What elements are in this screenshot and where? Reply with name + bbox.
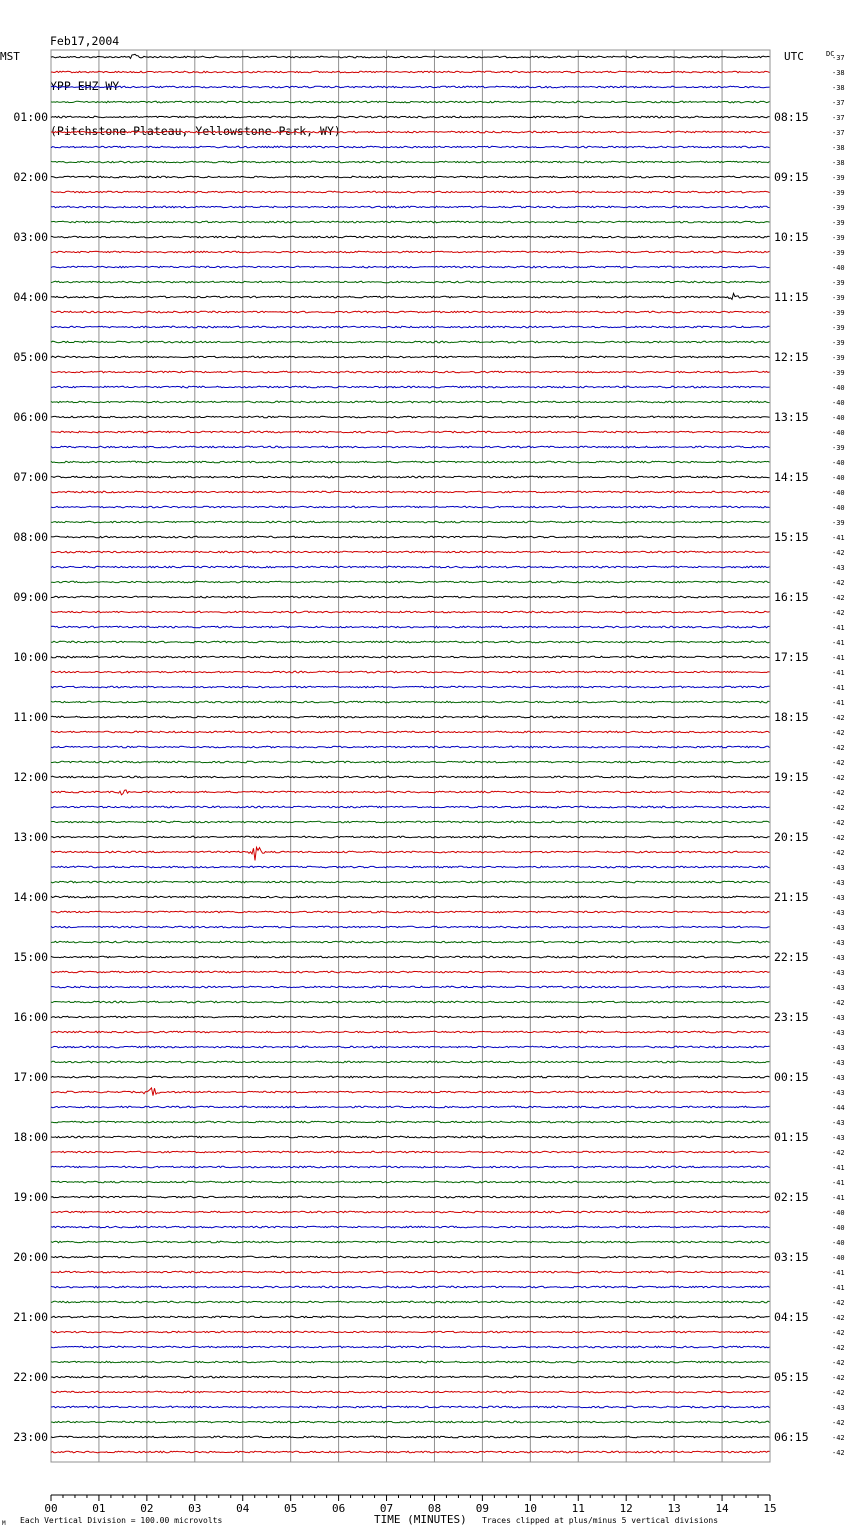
x-tick-label: 09 <box>475 1502 490 1515</box>
trace-line <box>51 1301 770 1303</box>
trace-line <box>51 596 770 598</box>
dc-offset-label: -43 <box>832 1014 845 1022</box>
left-hour-label: 17:00 <box>13 1070 48 1084</box>
trace-line <box>51 881 770 883</box>
trace-line <box>51 371 770 373</box>
dc-offset-label: -43 <box>832 939 845 947</box>
right-hour-label: 06:15 <box>774 1430 809 1444</box>
x-tick-label: 13 <box>667 1502 681 1515</box>
location-label: (Pitchstone Plateau, Yellowstone Park, WY) <box>50 124 341 138</box>
left-hour-label: 01:00 <box>13 110 48 124</box>
trace-line <box>51 1376 770 1378</box>
date-label: Feb17,2004 <box>50 34 120 48</box>
right-hour-label: 17:15 <box>774 650 809 664</box>
right-hour-label: 04:15 <box>774 1310 809 1324</box>
trace-line <box>51 446 770 448</box>
right-hour-label: 08:15 <box>774 110 809 124</box>
left-hour-label: 16:00 <box>13 1010 48 1024</box>
dc-offset-label: -42 <box>832 714 845 722</box>
dc-offset-label: -39 <box>832 189 845 197</box>
x-tick-label: 12 <box>619 1502 633 1515</box>
dc-offset-label: -39 <box>832 444 845 452</box>
x-axis-label: TIME (MINUTES) <box>374 1513 467 1526</box>
trace-line <box>51 821 770 823</box>
dc-offset-label: -41 <box>832 1164 845 1172</box>
trace-line <box>51 986 770 988</box>
left-hour-label: 18:00 <box>13 1130 48 1144</box>
dc-offset-label: -43 <box>832 984 845 992</box>
trace-line <box>51 1286 770 1288</box>
trace-line <box>51 686 770 688</box>
dc-offset-label: -42 <box>832 999 845 1007</box>
left-hour-label: 05:00 <box>13 350 48 364</box>
trace-line <box>51 131 770 133</box>
left-hour-label: 14:00 <box>13 890 48 904</box>
left-hour-label: 07:00 <box>13 470 48 484</box>
right-hour-label: 01:15 <box>774 1130 809 1144</box>
trace-line <box>51 386 770 388</box>
dc-offset-label: -37 <box>832 114 845 122</box>
axis-labels <box>13 54 844 1515</box>
left-hour-label: 08:00 <box>13 530 48 544</box>
clip-note: Traces clipped at plus/minus 5 vertical divisions <box>482 1516 719 1525</box>
trace-line <box>51 1076 770 1078</box>
trace-line <box>51 566 770 568</box>
trace-line <box>51 1331 770 1333</box>
right-hour-label: 10:15 <box>774 230 809 244</box>
dc-offset-label: -43 <box>832 1029 845 1037</box>
left-hour-label: 02:00 <box>13 170 48 184</box>
dc-offset-label: -41 <box>832 669 845 677</box>
trace-line <box>51 896 770 898</box>
trace-line <box>51 611 770 613</box>
trace-line <box>51 731 770 733</box>
trace-line <box>51 836 770 838</box>
dc-label: DC <box>826 50 835 58</box>
corner-mark: M <box>2 1520 6 1527</box>
trace-line <box>51 1181 770 1183</box>
right-hour-label: 00:15 <box>774 1070 809 1084</box>
dc-offset-label: -39 <box>832 354 845 362</box>
right-hour-label: 11:15 <box>774 290 809 304</box>
trace-line <box>51 356 770 358</box>
trace-line <box>51 1121 770 1123</box>
trace-line <box>51 1211 770 1213</box>
trace-line <box>51 1271 770 1273</box>
scale-note: Each Vertical Division = 100.00 microvolts <box>20 1516 223 1525</box>
dc-offset-label: -39 <box>832 204 845 212</box>
dc-offset-label: -43 <box>832 909 845 917</box>
trace-line <box>51 521 770 523</box>
trace-line <box>51 1166 770 1168</box>
trace-line <box>51 176 770 178</box>
right-hour-label: 23:15 <box>774 1010 809 1024</box>
station-label: YPP EHZ WY <box>50 79 120 93</box>
dc-offset-label: -38 <box>832 144 845 152</box>
dc-offset-label: -42 <box>832 819 845 827</box>
trace-line <box>51 1256 770 1258</box>
dc-offset-label: -42 <box>832 1374 845 1382</box>
trace-line <box>51 161 770 163</box>
trace-line <box>51 656 770 658</box>
dc-offset-label: -42 <box>832 579 845 587</box>
dc-offset-label: -40 <box>832 1209 845 1217</box>
trace-line <box>51 641 770 643</box>
left-hour-label: 03:00 <box>13 230 48 244</box>
dc-offset-label: -38 <box>832 84 845 92</box>
right-hour-label: 03:15 <box>774 1250 809 1264</box>
x-tick-label: 07 <box>379 1502 394 1515</box>
x-tick-label: 14 <box>715 1502 729 1515</box>
trace-line <box>51 431 770 433</box>
x-tick-label: 10 <box>523 1502 537 1515</box>
trace-line <box>51 1001 770 1003</box>
dc-offset-label: -42 <box>832 1389 845 1397</box>
left-hour-label: 13:00 <box>13 830 48 844</box>
right-hour-label: 22:15 <box>774 950 809 964</box>
dc-offset-label: -40 <box>832 504 845 512</box>
dc-offset-label: -39 <box>832 339 845 347</box>
trace-line <box>51 1046 770 1048</box>
dc-offset-label: -42 <box>832 549 845 557</box>
dc-offset-label: -42 <box>832 1419 845 1427</box>
trace-line <box>51 746 770 748</box>
dc-offset-label: -41 <box>832 1179 845 1187</box>
trace-line <box>51 1136 770 1138</box>
trace-line <box>51 311 770 313</box>
right-hour-label: 12:15 <box>774 350 809 364</box>
dc-offset-label: -40 <box>832 1254 845 1262</box>
trace-line <box>51 293 770 299</box>
dc-offset-label: -40 <box>832 384 845 392</box>
dc-offset-label: -39 <box>832 369 845 377</box>
x-tick-label: 15 <box>763 1502 777 1515</box>
x-tick-label: 11 <box>571 1502 585 1515</box>
dc-offset-label: -43 <box>832 894 845 902</box>
dc-offset-label: -39 <box>832 279 845 287</box>
trace-line <box>51 146 770 148</box>
dc-offset-label: -39 <box>832 324 845 332</box>
dc-offset-label: -38 <box>832 69 845 77</box>
trace-line <box>51 1406 770 1408</box>
dc-offset-label: -42 <box>832 1434 845 1442</box>
left-hour-label: 19:00 <box>13 1190 48 1204</box>
dc-offset-label: -43 <box>832 1404 845 1412</box>
dc-offset-label: -43 <box>832 564 845 572</box>
left-hour-label: 21:00 <box>13 1310 48 1324</box>
trace-line <box>51 341 770 343</box>
right-axis-title: UTC <box>784 50 804 63</box>
trace-line <box>51 1061 770 1063</box>
right-hour-label: 20:15 <box>774 830 809 844</box>
trace-line <box>51 536 770 538</box>
dc-offset-label: -42 <box>832 594 845 602</box>
left-hour-label: 04:00 <box>13 290 48 304</box>
dc-offset-label: -41 <box>832 654 845 662</box>
trace-line <box>51 281 770 283</box>
dc-offset-label: -42 <box>832 1359 845 1367</box>
trace-line <box>51 101 770 103</box>
dc-offset-label: -43 <box>832 1119 845 1127</box>
right-hour-label: 13:15 <box>774 410 809 424</box>
left-axis-title: MST <box>0 50 20 63</box>
dc-offset-label: -40 <box>832 1239 845 1247</box>
dc-offset-label: -42 <box>832 849 845 857</box>
dc-offset-label: -39 <box>832 294 845 302</box>
trace-line <box>51 461 770 463</box>
right-hour-label: 09:15 <box>774 170 809 184</box>
trace-line <box>51 1031 770 1033</box>
trace-line <box>51 326 770 328</box>
dc-offset-label: -43 <box>832 1059 845 1067</box>
trace-line <box>51 956 770 958</box>
trace-line <box>51 971 770 973</box>
trace-line <box>51 806 770 808</box>
trace-line <box>51 1361 770 1363</box>
trace-line <box>51 86 770 88</box>
x-tick-label: 05 <box>284 1502 298 1515</box>
trace-line <box>51 416 770 418</box>
dc-offset-label: -43 <box>832 1134 845 1142</box>
dc-offset-label: -42 <box>832 729 845 737</box>
trace-line <box>51 54 770 58</box>
dc-offset-label: -41 <box>832 1284 845 1292</box>
trace-line <box>51 866 770 868</box>
trace-line <box>51 116 770 118</box>
dc-offset-label: -43 <box>832 1074 845 1082</box>
trace-line <box>51 626 770 628</box>
dc-offset-label: -41 <box>832 684 845 692</box>
dc-offset-label: -42 <box>832 1344 845 1352</box>
right-hour-label: 14:15 <box>774 470 809 484</box>
dc-offset-label: -40 <box>832 264 845 272</box>
dc-offset-label: -37 <box>832 129 845 137</box>
dc-offset-label: -42 <box>832 759 845 767</box>
trace-line <box>51 551 770 553</box>
dc-offset-label: -43 <box>832 924 845 932</box>
dc-offset-label: -42 <box>832 804 845 812</box>
right-hour-label: 18:15 <box>774 710 809 724</box>
dc-offset-label: -41 <box>832 534 845 542</box>
trace-line <box>51 926 770 928</box>
dc-offset-label: -41 <box>832 624 845 632</box>
trace-line <box>51 847 770 860</box>
left-hour-label: 11:00 <box>13 710 48 724</box>
dc-offset-label: -42 <box>832 1314 845 1322</box>
trace-line <box>51 401 770 403</box>
dc-offset-label: -39 <box>832 174 845 182</box>
dc-offset-label: -43 <box>832 969 845 977</box>
plot-frame <box>51 50 770 1462</box>
dc-offset-label: -39 <box>832 219 845 227</box>
left-hour-label: 20:00 <box>13 1250 48 1264</box>
dc-offset-label: -43 <box>832 954 845 962</box>
dc-offset-label: -40 <box>832 474 845 482</box>
dc-offset-label: -42 <box>832 1449 845 1457</box>
trace-line <box>51 701 770 703</box>
dc-offset-label: -40 <box>832 414 845 422</box>
dc-offset-label: -42 <box>832 789 845 797</box>
x-tick-label: 06 <box>331 1502 346 1515</box>
dc-offset-label: -39 <box>832 249 845 257</box>
trace-line <box>51 911 770 913</box>
dc-offset-label: -39 <box>832 519 845 527</box>
dc-offset-label: -39 <box>832 234 845 242</box>
trace-line <box>51 221 770 223</box>
left-hour-label: 10:00 <box>13 650 48 664</box>
dc-offset-label: -43 <box>832 879 845 887</box>
trace-line <box>51 790 770 795</box>
dc-offset-label: -42 <box>832 1329 845 1337</box>
trace-line <box>51 941 770 943</box>
x-tick-label: 00 <box>44 1502 58 1515</box>
trace-line <box>51 716 770 718</box>
x-tick-label: 01 <box>92 1502 106 1515</box>
trace-line <box>51 476 770 478</box>
trace-line <box>51 1226 770 1228</box>
dc-offset-label: -40 <box>832 459 845 467</box>
right-hour-label: 19:15 <box>774 770 809 784</box>
dc-offset-label: -40 <box>832 489 845 497</box>
trace-line <box>51 251 770 253</box>
dc-offset-label: -43 <box>832 1044 845 1052</box>
trace-line <box>51 1451 770 1453</box>
trace-line <box>51 266 770 268</box>
right-hour-label: 16:15 <box>774 590 809 604</box>
seismic-traces <box>51 54 770 1453</box>
right-hour-label: 05:15 <box>774 1370 809 1384</box>
left-hour-label: 15:00 <box>13 950 48 964</box>
right-hour-label: 15:15 <box>774 530 809 544</box>
trace-line <box>51 776 770 778</box>
trace-line <box>51 506 770 508</box>
x-tick-label: 08 <box>427 1502 442 1515</box>
trace-line <box>51 1241 770 1243</box>
dc-offset-label: -41 <box>832 1269 845 1277</box>
trace-line <box>51 191 770 193</box>
trace-line <box>51 581 770 583</box>
trace-line <box>51 206 770 208</box>
trace-line <box>51 1196 770 1198</box>
dc-offset-label: -43 <box>832 864 845 872</box>
trace-line <box>51 236 770 238</box>
right-hour-label: 21:15 <box>774 890 809 904</box>
dc-offset-label: -42 <box>832 834 845 842</box>
dc-offset-label: -40 <box>832 399 845 407</box>
left-hour-label: 12:00 <box>13 770 48 784</box>
dc-offset-label: -42 <box>832 1149 845 1157</box>
dc-offset-label: -40 <box>832 429 845 437</box>
dc-offset-label: -42 <box>832 774 845 782</box>
left-hour-label: 06:00 <box>13 410 48 424</box>
trace-line <box>51 71 770 73</box>
dc-offset-label: -37 <box>832 54 845 62</box>
trace-line <box>51 1391 770 1393</box>
dc-offset-label: -40 <box>832 1224 845 1232</box>
left-hour-label: 22:00 <box>13 1370 48 1384</box>
trace-line <box>51 1316 770 1318</box>
dc-offset-label: -42 <box>832 609 845 617</box>
trace-line <box>51 1016 770 1018</box>
dc-offset-label: -41 <box>832 639 845 647</box>
trace-line <box>51 1088 770 1096</box>
dc-offset-label: -41 <box>832 1194 845 1202</box>
right-hour-label: 02:15 <box>774 1190 809 1204</box>
trace-line <box>51 1436 770 1438</box>
dc-offset-label: -38 <box>832 159 845 167</box>
trace-line <box>51 1151 770 1153</box>
trace-line <box>51 1421 770 1423</box>
trace-line <box>51 1346 770 1348</box>
x-tick-label: 04 <box>236 1502 250 1515</box>
dc-offset-label: -44 <box>832 1104 845 1112</box>
x-tick-label: 03 <box>188 1502 202 1515</box>
dc-offset-label: -37 <box>832 99 845 107</box>
left-hour-label: 23:00 <box>13 1430 48 1444</box>
trace-line <box>51 491 770 493</box>
dc-offset-label: -39 <box>832 309 845 317</box>
dc-offset-label: -42 <box>832 744 845 752</box>
trace-line <box>51 1106 770 1108</box>
left-hour-label: 09:00 <box>13 590 48 604</box>
dc-offset-label: -43 <box>832 1089 845 1097</box>
x-tick-label: 02 <box>140 1502 154 1515</box>
dc-offset-label: -42 <box>832 1299 845 1307</box>
dc-offset-label: -41 <box>832 699 845 707</box>
trace-line <box>51 761 770 763</box>
trace-line <box>51 671 770 673</box>
